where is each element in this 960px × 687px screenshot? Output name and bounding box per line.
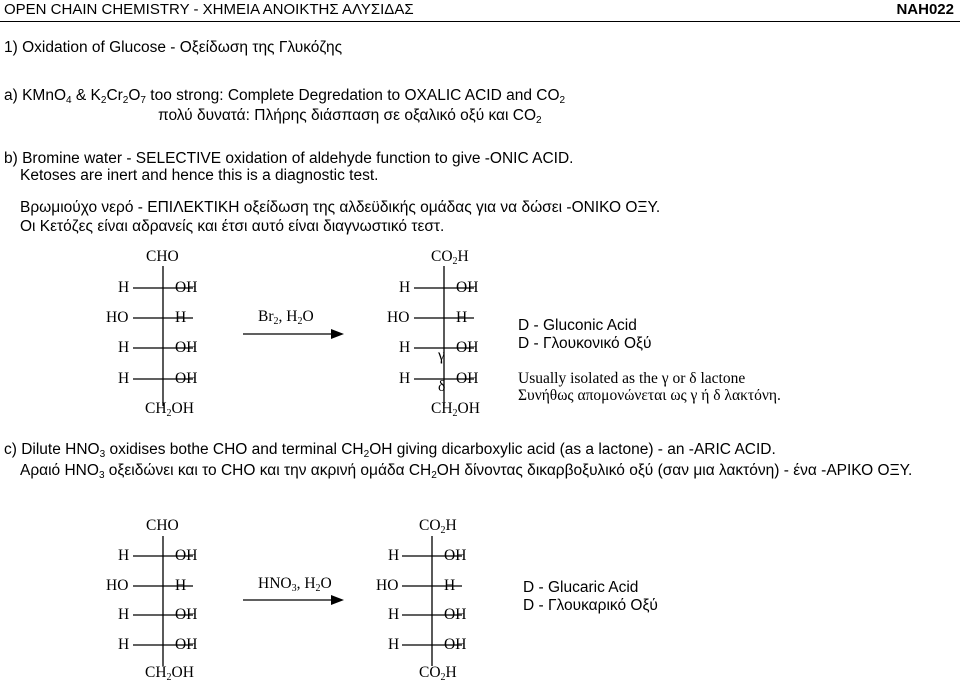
lactone-note-en: Usually isolated as the γ or δ lactone [518, 370, 746, 387]
gamma-marker: γ [438, 347, 445, 364]
co2h-group: $CO_2H$ [431, 248, 469, 267]
product-name-en: D - Gluconic Acid [518, 317, 637, 334]
right-substituent: OH [444, 606, 467, 623]
part-c-line2: Αραιό $HNO_3$ οξειδώνει και το CHO και την ακρινή ομάδα $CH_2OH$ δίνοντας δικαρβοξυλικό οξύ (σαν μια λακτόνη) - ένα -ΑΡΙΚΟ ΟΞΥ. [20, 462, 913, 481]
arrow-head-icon [331, 595, 344, 605]
left-substituent: H [118, 279, 130, 296]
product-name-gr: D - Γλουκονικό Οξύ [518, 335, 652, 352]
right-substituent: H [175, 309, 187, 326]
cho-group: CHO [146, 248, 179, 265]
part-c-line1: c) Dilute $HNO_3$ oxidises bothe CHO and terminal $CH_2OH$ giving dicarboxylic acid (as a lactone) - an -ARIC ACID. [4, 441, 776, 460]
ch2oh-group: $CH_2OH$ [145, 664, 194, 683]
left-substituent: H [118, 606, 130, 623]
reagent-label: $HNO_3$, $H_2O$ [258, 575, 332, 594]
co2h-group: $CO_2H$ [419, 517, 457, 536]
right-substituent: H [175, 577, 187, 594]
page-code: NAH022 [896, 1, 954, 18]
page-header-title: OPEN CHAIN CHEMISTRY - ΧΗΜΕΙΑ ΑΝΟΙΚΤΗΣ ΑΛΥΣΙΔΑΣ [4, 1, 414, 18]
left-substituent: H [118, 370, 130, 387]
ch2oh-group: $CH_2OH$ [431, 400, 480, 419]
section-title: 1) Oxidation of Glucose - Οξείδωση της Γλυκόζης [4, 39, 343, 56]
left-substituent: H [118, 547, 130, 564]
left-substituent: H [118, 636, 130, 653]
right-substituent: OH [444, 636, 467, 653]
left-substituent: HO [106, 577, 129, 594]
right-substituent: OH [175, 279, 198, 296]
left-substituent: HO [106, 309, 129, 326]
right-substituent: OH [175, 547, 198, 564]
left-substituent: H [388, 636, 400, 653]
part-a-line1: a) KMnO$_4$ & $K_2Cr_2O_7$ too strong: Complete Degredation to OXALIC ACID and $CO_2$ [4, 87, 566, 106]
left-substituent: H [399, 339, 411, 356]
product-name-gr: D - Γλουκαρικό Οξύ [523, 597, 658, 614]
left-substituent: H [118, 339, 130, 356]
reagent-label: $Br_2$, $H_2O$ [258, 308, 314, 327]
part-b-line4: Οι Κετόζες είναι αδρανείς και έτσι αυτό είναι διαγνωστικό τεστ. [20, 218, 445, 235]
left-substituent: H [399, 370, 411, 387]
left-substituent: HO [387, 309, 410, 326]
part-b-line3: Βρωμιούχο νερό - ΕΠΙΛΕΚΤΙΚΗ οξείδωση της αλδεϋδικής ομάδας για να δώσει -ΟΝΙΚΟ ΟΞΥ. [20, 199, 661, 216]
part-a-line2: πολύ δυνατά: Πλήρης διάσπαση σε οξαλικό οξύ και $CO_2$ [158, 107, 542, 126]
part-b-line1: b) Bromine water - SELECTIVE oxidation of aldehyde function to give -ONIC ACID. [4, 150, 574, 167]
cho-group: CHO [146, 517, 179, 534]
arrow-head-icon [331, 329, 344, 339]
lactone-note-gr: Συνήθως απομονώνεται ως γ ή δ λακτόνη. [518, 387, 781, 404]
right-substituent: OH [175, 370, 198, 387]
right-substituent: OH [456, 370, 479, 387]
right-substituent: OH [175, 606, 198, 623]
left-substituent: H [388, 547, 400, 564]
right-substituent: H [444, 577, 456, 594]
right-substituent: H [456, 309, 468, 326]
delta-marker: δ [438, 378, 446, 395]
right-substituent: OH [444, 547, 467, 564]
left-substituent: H [399, 279, 411, 296]
part-b-line2: Ketoses are inert and hence this is a diagnostic test. [20, 167, 379, 184]
right-substituent: OH [175, 636, 198, 653]
product-name-en: D - Glucaric Acid [523, 579, 639, 596]
left-substituent: HO [376, 577, 399, 594]
ch2oh-group: $CH_2OH$ [145, 400, 194, 419]
right-substituent: OH [456, 279, 479, 296]
co2h-group: $CO_2H$ [419, 664, 457, 683]
right-substituent: OH [456, 339, 479, 356]
left-substituent: H [388, 606, 400, 623]
right-substituent: OH [175, 339, 198, 356]
